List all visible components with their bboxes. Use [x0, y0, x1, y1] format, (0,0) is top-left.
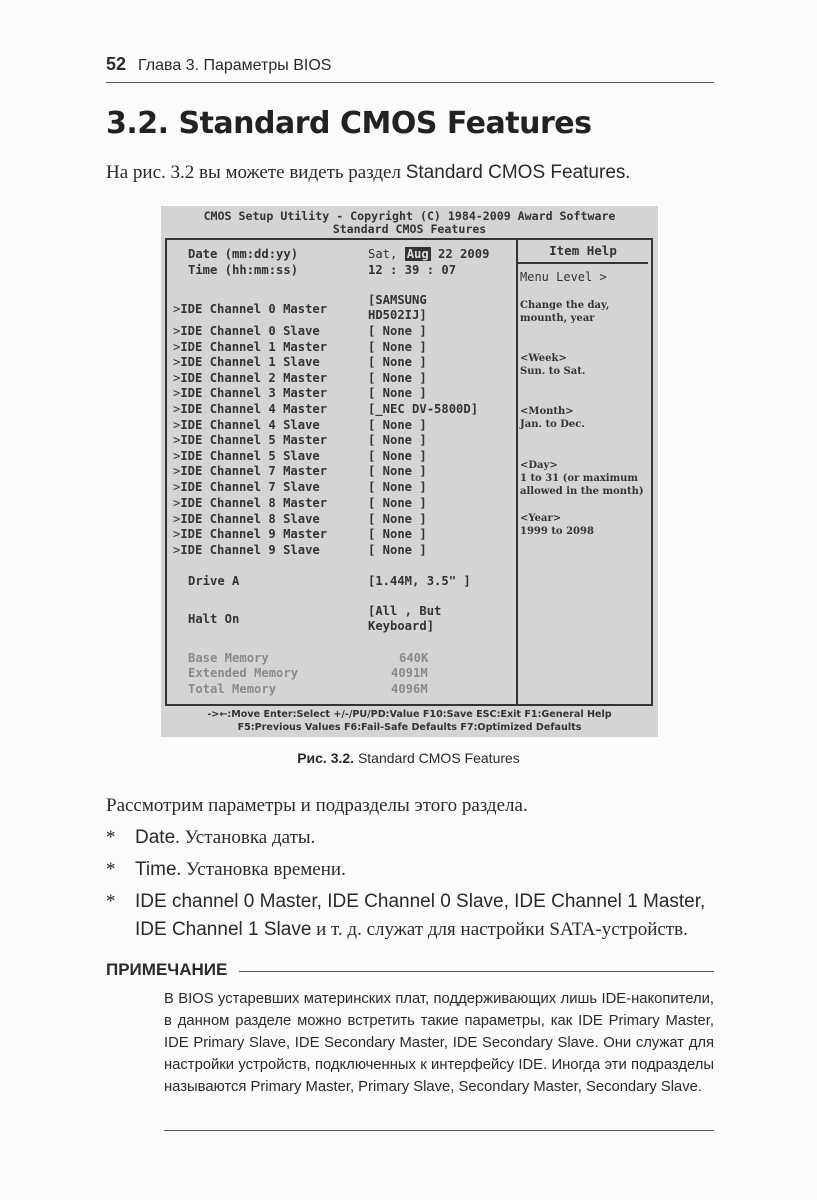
ide-channel-value[interactable]: [_NEC DV-5800D]: [368, 402, 479, 416]
ide-channel-label[interactable]: [173, 386, 327, 400]
ide-channel-name: IDE Channel 4 Master: [180, 402, 328, 416]
ide-channel-label[interactable]: [173, 324, 320, 338]
base-memory-label: Base Memory: [188, 651, 269, 665]
ide-channel-label[interactable]: [173, 302, 327, 316]
ide-channel-value[interactable]: [ None ]: [368, 418, 427, 432]
submenu-arrow-icon: >: [173, 402, 181, 416]
ide-channel-label[interactable]: [173, 402, 327, 416]
ide-channel-label[interactable]: [173, 449, 320, 463]
ide-channel-label[interactable]: [173, 512, 320, 526]
total-memory-value: 4096M: [391, 682, 428, 696]
drive-a-label: Drive A: [188, 574, 240, 588]
caption-label: Рис. 3.2.: [297, 750, 355, 766]
figure-caption: [0, 750, 817, 766]
ide-channel-label[interactable]: [173, 371, 327, 385]
term: IDE channel 0 Master, IDE Channel 0 Slave, IDE Channel 1 Master, IDE Channel 1 Slave: [135, 891, 706, 940]
extended-memory-value: 4091M: [391, 666, 428, 680]
ide-channel-value[interactable]: [ None ]: [368, 449, 427, 463]
base-memory-value: 640K: [399, 651, 429, 665]
extended-memory-label: Extended Memory: [188, 666, 299, 680]
submenu-arrow-icon: >: [173, 433, 181, 447]
halt-on-label: Halt On: [188, 612, 240, 626]
section-heading: 3.2. Standard CMOS Features: [106, 106, 592, 141]
ide-channel-value[interactable]: [ None ]: [368, 512, 427, 526]
submenu-arrow-icon: >: [173, 527, 181, 541]
ide-channel-value[interactable]: [ None ]: [368, 543, 427, 557]
note-rule-bottom: [164, 1130, 714, 1131]
help-date-desc: Change the day, mounth, year: [520, 300, 610, 324]
time-label: Time (hh:mm:ss): [188, 263, 299, 277]
menu-level: Menu Level >: [520, 270, 607, 284]
ide-channel-value[interactable]: [ None ]: [368, 433, 427, 447]
ide-channel-value[interactable]: [ None ]: [368, 496, 427, 510]
intro-text: На рис. 3.2 вы можете видеть раздел: [106, 162, 406, 183]
ide-channel-name: IDE Channel 8 Master: [180, 496, 328, 510]
date-value[interactable]: [368, 247, 489, 261]
bullet-star-icon: *: [106, 891, 116, 912]
ide-channel-label[interactable]: [173, 418, 320, 432]
ide-channel-value[interactable]: [ None ]: [368, 324, 427, 338]
note-text: В BIOS устаревших материнских плат, поддерживающих лишь IDE-накопители, в данном разделе можно встретить такие параметры, как IDE Primary Master, IDE Primary Slave, IDE Secondary Master, IDE Secondary Slave. Они служат для настройки устройств, подключенных к интерфейсу IDE. Иногда эти подразделы называются Primary Master, Primary Slave, Secondary Master, Secondary Slave.: [164, 991, 714, 1095]
submenu-arrow-icon: >: [173, 386, 181, 400]
chapter-title: Глава 3. Параметры BIOS: [138, 57, 332, 74]
ide-channel-value[interactable]: [ None ]: [368, 480, 427, 494]
help-day: <Day> 1 to 31 (or maximum allowed in the month): [520, 460, 644, 497]
ide-channel-name: IDE Channel 9 Slave: [180, 543, 320, 557]
intro-paragraph: [106, 162, 630, 184]
date-day-year: 22 2009: [430, 247, 490, 261]
submenu-arrow-icon: >: [173, 324, 181, 338]
submenu-arrow-icon: >: [173, 340, 181, 354]
help-month: <Month> Jan. to Dec.: [520, 406, 585, 430]
desc: . Установка даты.: [175, 827, 316, 848]
note-title: ПРИМЕЧАНИЕ: [106, 960, 239, 979]
desc: . Установка времени.: [176, 859, 346, 880]
submenu-arrow-icon: >: [173, 464, 181, 478]
desc: и т. д. служат для настройки SATA-устройств.: [311, 919, 688, 940]
caption-text: Standard CMOS Features: [354, 750, 520, 766]
ide-channel-name: IDE Channel 5 Slave: [180, 449, 320, 463]
list-item: [106, 856, 718, 884]
date-weekday: Sat,: [368, 247, 405, 261]
total-memory-label: Total Memory: [188, 682, 277, 696]
submenu-arrow-icon: >: [173, 496, 181, 510]
ide-channel-name: IDE Channel 7 Slave: [180, 480, 320, 494]
list-item: [106, 888, 718, 944]
submenu-arrow-icon: >: [173, 543, 181, 557]
channel0-value-line2: HD502IJ]: [368, 308, 427, 322]
date-month-highlight[interactable]: Aug: [406, 247, 429, 261]
ide-channel-value[interactable]: [ None ]: [368, 527, 427, 541]
ide-channel-name: IDE Channel 8 Slave: [180, 512, 320, 526]
note-header: [106, 960, 714, 982]
help-week: <Week> Sun. to Sat.: [520, 353, 586, 377]
ide-channel-name: IDE Channel 7 Master: [180, 464, 328, 478]
ide-channel-name: IDE Channel 1 Master: [180, 340, 328, 354]
submenu-arrow-icon: >: [173, 302, 181, 316]
ide-channel-name: IDE Channel 3 Master: [180, 386, 328, 400]
ide-channel-value[interactable]: [ None ]: [368, 371, 427, 385]
ide-channel-label[interactable]: [173, 527, 327, 541]
drive-a-value[interactable]: [1.44M, 3.5" ]: [368, 574, 471, 588]
page-number: 52: [106, 54, 127, 74]
intro-term: Standard CMOS Features: [405, 162, 626, 183]
ide-channel-name: IDE Channel 0 Master: [180, 302, 328, 316]
ide-channel-value[interactable]: [SAMSUNG: [368, 293, 427, 307]
ide-channel-label[interactable]: [173, 496, 327, 510]
list-item: [106, 824, 718, 852]
bios-column-divider: [516, 238, 518, 706]
bios-footer-keys-2: F5:Previous Values F6:Fail-Safe Defaults F7:Optimized Defaults: [237, 722, 582, 733]
ide-channel-value[interactable]: [ None ]: [368, 340, 427, 354]
halt-on-value-2: Keyboard]: [368, 619, 435, 633]
bios-subtitle: Standard CMOS Features: [332, 222, 487, 236]
bios-screenshot: [161, 206, 658, 737]
body-paragraph: Рассмотрим параметры и подразделы этого раздела.: [106, 795, 528, 816]
ide-channel-name: IDE Channel 1 Slave: [180, 355, 320, 369]
bios-footer-keys-1: ->←:Move Enter:Select +/-/PU/PD:Value F10:Save ESC:Exit F1:General Help: [207, 709, 612, 720]
date-label: Date (mm:dd:yy): [188, 247, 299, 261]
ide-channel-value[interactable]: [ None ]: [368, 464, 427, 478]
submenu-arrow-icon: >: [173, 449, 181, 463]
ide-channel-name: IDE Channel 5 Master: [180, 433, 328, 447]
running-header: [106, 54, 714, 83]
bullet-star-icon: *: [106, 827, 116, 848]
ide-channel-label[interactable]: [173, 464, 327, 478]
halt-on-value-1[interactable]: [All , But: [368, 604, 442, 618]
term: Time: [135, 859, 177, 880]
submenu-arrow-icon: >: [173, 355, 181, 369]
submenu-arrow-icon: >: [173, 480, 181, 494]
help-year: <Year> 1999 to 2098: [520, 513, 594, 537]
term: Date: [135, 827, 176, 848]
ide-channel-name: IDE Channel 2 Master: [180, 371, 328, 385]
bullet-list: [106, 824, 718, 948]
intro-end: .: [625, 162, 631, 183]
bios-title: CMOS Setup Utility - Copyright (C) 1984-2009 Award Software: [203, 209, 616, 223]
ide-channel-value[interactable]: [ None ]: [368, 355, 427, 369]
ide-channel-label[interactable]: [173, 543, 320, 557]
ide-channel-label[interactable]: [173, 433, 327, 447]
submenu-arrow-icon: >: [173, 418, 181, 432]
ide-channel-name: IDE Channel 4 Slave: [180, 418, 320, 432]
ide-channel-name: IDE Channel 0 Slave: [180, 324, 320, 338]
bullet-star-icon: *: [106, 859, 116, 880]
time-value[interactable]: 12 : 39 : 07: [368, 263, 457, 277]
item-help-title: Item Help: [518, 240, 648, 264]
submenu-arrow-icon: >: [173, 512, 181, 526]
ide-channel-label[interactable]: [173, 340, 327, 354]
ide-channel-name: IDE Channel 9 Master: [180, 527, 328, 541]
ide-channel-label[interactable]: [173, 355, 320, 369]
ide-channel-value[interactable]: [ None ]: [368, 386, 427, 400]
ide-channel-label[interactable]: [173, 480, 320, 494]
submenu-arrow-icon: >: [173, 371, 181, 385]
